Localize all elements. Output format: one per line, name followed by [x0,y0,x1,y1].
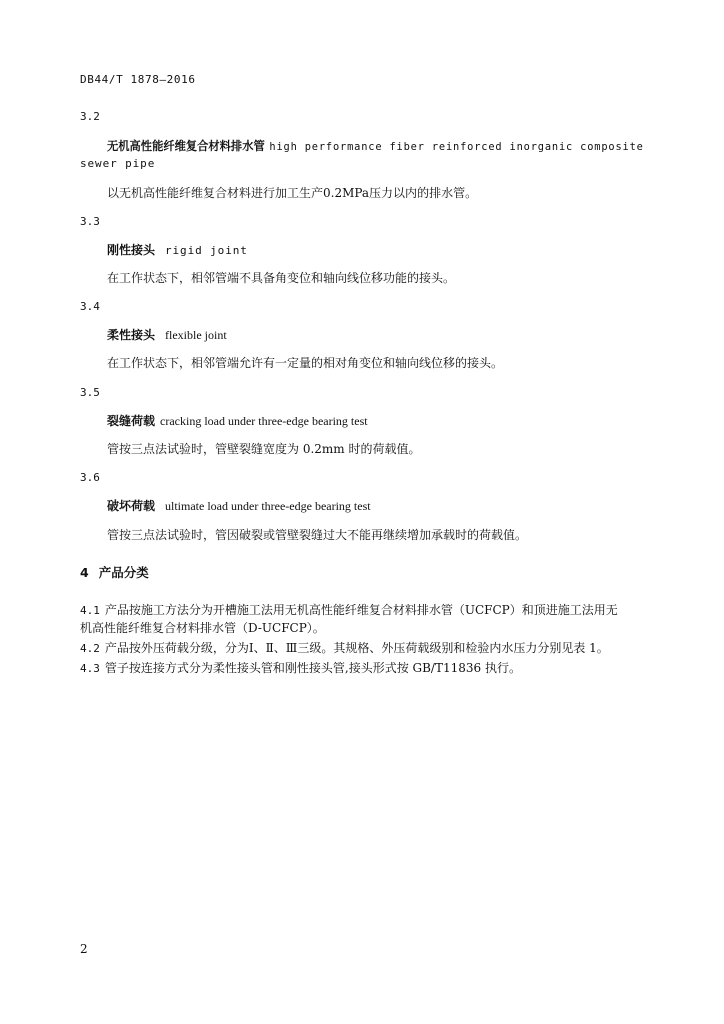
term-zh: 裂缝荷载 [107,414,156,428]
term-heading [107,139,644,154]
term-number: 3.2 [80,110,100,123]
clause [80,641,609,656]
term-en: flexible joint [165,328,227,342]
chapter-heading [80,566,149,580]
clause-text: 产品按施工方法分为开槽施工法用无机高性能纤维复合材料排水管（UCFCP）和顶进施工法用无 [104,603,618,617]
term-en: rigid joint [165,244,248,257]
term-heading [107,499,371,513]
clause-text: 管子按连接方式分为柔性接头管和刚性接头管,接头形式按 GB/T11836 执行。 [104,661,521,675]
term-number: 3.3 [80,215,100,228]
clause [80,661,521,676]
chapter-title: 产品分类 [98,565,149,580]
term-definition: 在工作状态下，相邻管端允许有一定量的相对角变位和轴向线位移的接头。 [107,356,504,370]
term-definition: 管按三点法试验时，管因破裂或管壁裂缝过大不能再继续增加承载时的荷载值。 [107,528,528,542]
term-definition: 在工作状态下，相邻管端不具备角变位和轴向线位移功能的接头。 [107,271,456,285]
term-en-continuation: sewer pipe [80,157,156,170]
document-code: DB44/T 1878—2016 [80,73,196,86]
page-number: 2 [80,942,88,956]
term-zh: 刚性接头 [107,243,156,257]
clause-text-continuation: 机高性能纤维复合材料排水管（D-UCFCP）。 [80,621,325,635]
term-heading [107,414,368,428]
clause [80,603,618,618]
clause-number: 4.3 [80,662,100,675]
term-zh: 无机高性能纤维复合材料排水管 [107,139,265,153]
chapter-number: 4 [80,565,89,580]
term-heading [107,243,248,258]
term-definition: 以无机高性能纤维复合材料进行加工生产0.2MPa压力以内的排水管。 [107,186,478,200]
term-number: 3.4 [80,300,100,313]
clause-number: 4.2 [80,642,100,655]
term-en: ultimate load under three-edge bearing test [165,499,371,513]
term-zh: 破坏荷载 [107,499,156,513]
term-number: 3.5 [80,386,100,399]
term-en: cracking load under three-edge bearing test [160,414,368,428]
term-zh: 柔性接头 [107,328,156,342]
term-number: 3.6 [80,471,100,484]
term-definition: 管按三点法试验时，管壁裂缝宽度为 0.2mm 时的荷载值。 [107,442,421,456]
clause-number: 4.1 [80,604,100,617]
term-en: high performance fiber reinforced inorganic composite [269,140,644,153]
clause-text: 产品按外压荷载分级，分为Ⅰ、Ⅱ、Ⅲ三级。其规格、外压荷载级别和检验内水压力分别见表 1。 [104,641,609,655]
term-heading [107,328,227,342]
